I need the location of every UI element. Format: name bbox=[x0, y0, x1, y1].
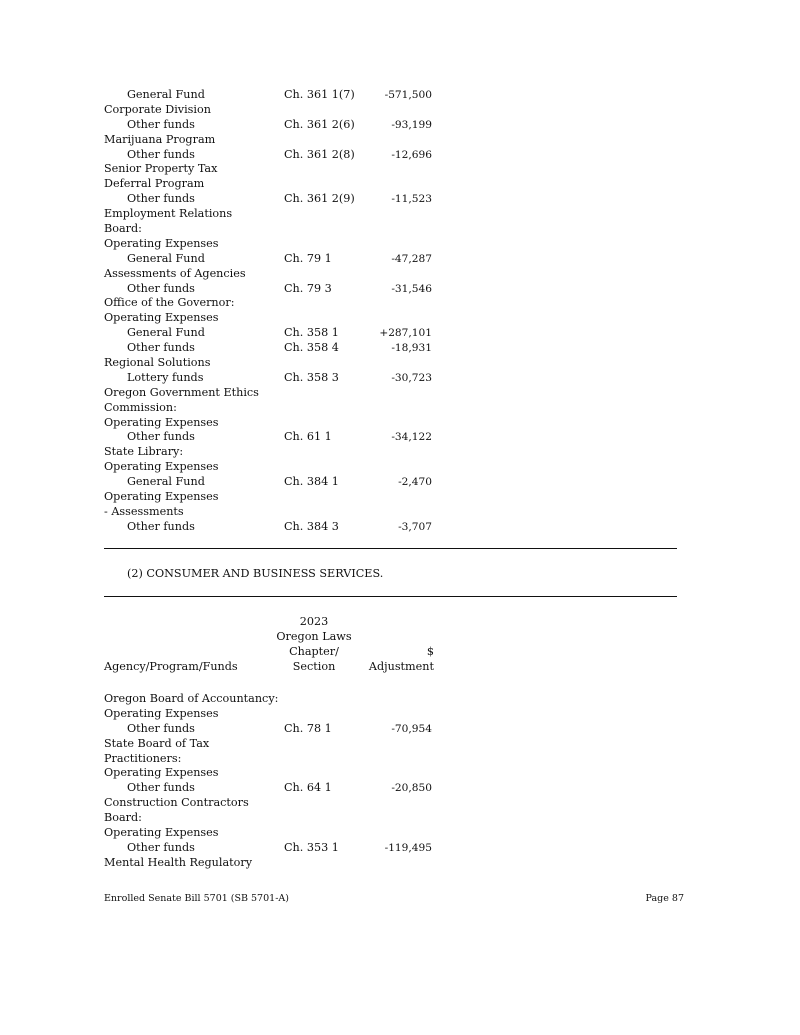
table-row bbox=[104, 841, 444, 856]
table-row bbox=[104, 796, 444, 811]
row-label: Other funds bbox=[127, 192, 195, 206]
row-chapter: Ch. 361 2(8) bbox=[284, 147, 355, 161]
row-label: Other funds bbox=[127, 281, 195, 295]
table-row bbox=[104, 475, 444, 490]
table-row bbox=[104, 341, 444, 356]
table-row bbox=[104, 148, 444, 163]
row-amount: -571,500 bbox=[384, 89, 432, 101]
table-row bbox=[104, 356, 444, 371]
table-row bbox=[104, 326, 444, 341]
table-row bbox=[104, 282, 444, 297]
row-label: Office of the Governor: bbox=[104, 296, 235, 310]
table-row bbox=[104, 296, 444, 311]
row-label: General Fund bbox=[127, 326, 205, 340]
table-row bbox=[104, 371, 444, 386]
row-label: Deferral Program bbox=[104, 177, 205, 191]
row-amount: -34,122 bbox=[391, 431, 432, 444]
table-row bbox=[104, 826, 444, 841]
row-label: Operating Expenses bbox=[104, 766, 219, 780]
table-row bbox=[104, 177, 444, 192]
row-amount: -20,850 bbox=[391, 782, 432, 795]
table-row bbox=[104, 752, 444, 767]
row-label: Other funds bbox=[127, 117, 195, 131]
row-chapter: Ch. 384 3 bbox=[284, 519, 339, 533]
section-divider-bottom bbox=[104, 596, 677, 597]
table-row bbox=[104, 520, 444, 535]
row-amount: -3,707 bbox=[398, 520, 432, 533]
row-label: Senior Property Tax bbox=[104, 162, 218, 176]
row-chapter: Ch. 353 1 bbox=[284, 840, 339, 854]
row-chapter: Ch. 78 1 bbox=[284, 721, 332, 735]
table-row bbox=[104, 737, 444, 752]
row-label: Operating Expenses bbox=[104, 415, 219, 429]
appropriations-table-bottom bbox=[104, 692, 444, 871]
row-label: State Board of Tax bbox=[104, 736, 210, 750]
row-amount: -18,931 bbox=[391, 342, 432, 355]
row-amount: -2,470 bbox=[398, 476, 432, 489]
table-row bbox=[104, 692, 444, 707]
row-label: State Library: bbox=[104, 445, 184, 459]
table-row bbox=[104, 490, 444, 505]
table-row bbox=[104, 811, 444, 826]
row-label: Lottery funds bbox=[127, 370, 204, 384]
table-row bbox=[104, 430, 444, 445]
row-label: Other funds bbox=[127, 840, 195, 854]
row-amount: -30,723 bbox=[391, 371, 432, 384]
header-chapter-line: Section bbox=[292, 659, 336, 673]
row-chapter: Ch. 358 3 bbox=[284, 370, 339, 384]
table-row bbox=[104, 460, 444, 475]
row-amount: -93,199 bbox=[391, 118, 432, 131]
row-label: Commission: bbox=[104, 400, 177, 414]
row-amount: -12,696 bbox=[391, 148, 432, 161]
header-adjustment bbox=[354, 645, 434, 675]
header-adjustment-line: $ bbox=[426, 645, 434, 658]
row-label: Employment Relations bbox=[104, 207, 233, 221]
row-label: Other funds bbox=[127, 147, 195, 161]
table-row bbox=[104, 192, 444, 207]
row-label: Other funds bbox=[127, 341, 195, 355]
row-label: Operating Expenses bbox=[104, 826, 219, 840]
row-label: Other funds bbox=[127, 519, 195, 533]
section-title: (2) CONSUMER AND BUSINESS SERVICES. bbox=[127, 567, 384, 580]
appropriations-table-top bbox=[104, 88, 444, 535]
header-chapter-line: Oregon Laws bbox=[276, 629, 352, 643]
row-label: General Fund bbox=[127, 88, 205, 101]
table-row bbox=[104, 416, 444, 431]
row-amount: -70,954 bbox=[391, 722, 432, 735]
row-amount: -119,495 bbox=[384, 841, 432, 854]
row-label: Operating Expenses bbox=[104, 460, 219, 474]
row-label: Corporate Division bbox=[104, 102, 211, 116]
row-label: Practitioners: bbox=[104, 751, 182, 765]
row-label: Operating Expenses bbox=[104, 490, 219, 504]
table-row bbox=[104, 401, 444, 416]
header-chapter-line: 2023 bbox=[299, 615, 329, 628]
row-label: Oregon Board of Accountancy: bbox=[104, 692, 279, 705]
row-amount: -11,523 bbox=[391, 193, 432, 206]
row-label: Board: bbox=[104, 222, 142, 236]
row-label: Mental Health Regulatory bbox=[104, 855, 253, 869]
table-row bbox=[104, 88, 444, 103]
table-row bbox=[104, 252, 444, 267]
table-row bbox=[104, 311, 444, 326]
table-row bbox=[104, 118, 444, 133]
header-agency-program-funds: Agency/Program/Funds bbox=[104, 660, 238, 673]
table-row bbox=[104, 781, 444, 796]
row-label: Marijuana Program bbox=[104, 132, 216, 146]
row-label: Regional Solutions bbox=[104, 356, 211, 370]
table-row bbox=[104, 103, 444, 118]
row-chapter: Ch. 361 2(9) bbox=[284, 192, 355, 206]
row-label: Other funds bbox=[127, 430, 195, 444]
row-label: - Assessments bbox=[104, 504, 184, 518]
section-divider-top bbox=[104, 548, 677, 549]
table-row bbox=[104, 856, 444, 871]
table-row bbox=[104, 386, 444, 401]
row-chapter: Ch. 361 2(6) bbox=[284, 117, 355, 131]
row-chapter: Ch. 358 1 bbox=[284, 326, 339, 340]
row-label: Oregon Government Ethics bbox=[104, 385, 259, 399]
footer-bill-title: Enrolled Senate Bill 5701 (SB 5701-A) bbox=[104, 893, 289, 904]
row-chapter: Ch. 361 1(7) bbox=[284, 88, 355, 101]
row-chapter: Ch. 358 4 bbox=[284, 341, 339, 355]
header-adjustment-line: Adjustment bbox=[368, 659, 434, 673]
header-chapter-line: Chapter/ bbox=[289, 644, 339, 658]
table-row bbox=[104, 505, 444, 520]
row-label: Assessments of Agencies bbox=[104, 266, 246, 280]
table-row bbox=[104, 445, 444, 460]
table-row bbox=[104, 237, 444, 252]
header-chapter-section bbox=[264, 615, 364, 675]
row-label: Operating Expenses bbox=[104, 311, 219, 325]
row-amount: -31,546 bbox=[391, 282, 432, 295]
row-chapter: Ch. 61 1 bbox=[284, 430, 332, 444]
row-label: Operating Expenses bbox=[104, 706, 219, 720]
row-chapter: Ch. 79 3 bbox=[284, 281, 332, 295]
table-row bbox=[104, 707, 444, 722]
row-label: Other funds bbox=[127, 721, 195, 735]
footer-page-number: Page 87 bbox=[645, 893, 684, 904]
row-amount: -47,287 bbox=[391, 252, 432, 265]
row-label: General Fund bbox=[127, 475, 205, 489]
row-chapter: Ch. 384 1 bbox=[284, 475, 339, 489]
row-label: General Fund bbox=[127, 251, 205, 265]
table-row bbox=[104, 267, 444, 282]
row-label: Operating Expenses bbox=[104, 236, 219, 250]
table-row bbox=[104, 207, 444, 222]
row-chapter: Ch. 79 1 bbox=[284, 251, 332, 265]
row-amount: +287,101 bbox=[379, 327, 432, 340]
row-chapter: Ch. 64 1 bbox=[284, 781, 332, 795]
table-row bbox=[104, 162, 444, 177]
row-label: Other funds bbox=[127, 781, 195, 795]
table-row bbox=[104, 766, 444, 781]
row-label: Construction Contractors bbox=[104, 796, 249, 810]
table-row bbox=[104, 722, 444, 737]
row-label: Board: bbox=[104, 811, 142, 825]
table-row bbox=[104, 222, 444, 237]
table-row bbox=[104, 133, 444, 148]
